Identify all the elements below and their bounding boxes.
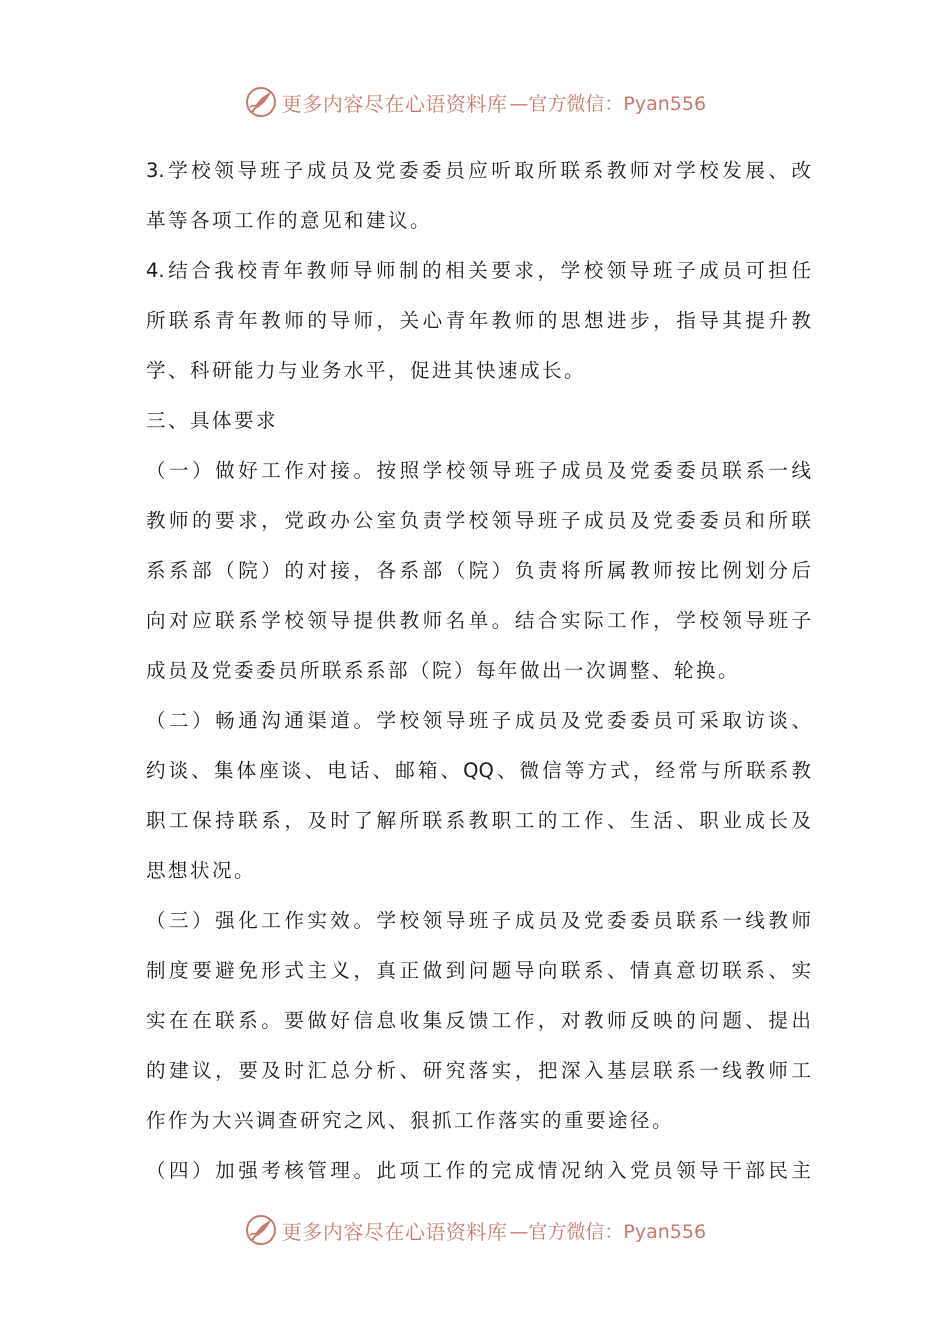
text-line: 制度要避免形式主义，真正做到问题导向联系、情真意切联系、实 [146,959,811,982]
text-line: 所联系青年教师的导师，关心青年教师的思想进步，指导其提升教 [146,309,811,332]
text-line: 学、科研能力与业务水平，促进其快速成长。 [146,359,587,382]
section-heading [146,396,811,446]
paragraph [146,1146,811,1196]
document-body [146,146,811,1196]
watermark-text: 更多内容尽在心语资料库 [281,1219,508,1244]
text-line: 职工保持联系，及时了解所联系教职工的工作、生活、职业成长及 [146,809,811,832]
header-watermark-banner [0,80,950,124]
text-line: 革等各项工作的意见和建议。 [146,209,433,232]
watermark-wechat: —官方微信：Pyan556 [509,1220,707,1243]
watermark-wechat: —官方微信：Pyan556 [509,92,707,115]
footer-watermark-banner [0,1208,950,1252]
quill-logo-icon [244,85,278,119]
text-line: 教师的要求，党政办公室负责学校领导班子成员及党委委员和所联 [146,509,811,532]
text-line: （一）做好工作对接。按照学校领导班子成员及党委委员联系一线 [146,459,811,482]
text-line: （三）强化工作实效。学校领导班子成员及党委委员联系一线教师 [146,909,811,932]
text-line: 向对应联系学校领导提供教师名单。结合实际工作，学校领导班子 [146,609,811,632]
text-line: 系系部（院）的对接，各系部（院）负责将所属教师按比例划分后 [146,559,811,582]
text-line: 3.学校领导班子成员及党委委员应听取所联系教师对学校发展、改 [146,159,811,182]
text-line: 思想状况。 [146,859,257,882]
text-line: 4.结合我校青年教师导师制的相关要求，学校领导班子成员可担任 [146,259,811,282]
text-line: 的建议，要及时汇总分析、研究落实，把深入基层联系一线教师工 [146,1059,811,1082]
text-line: 三、具体要求 [146,409,279,432]
watermark-text: 更多内容尽在心语资料库 [281,91,508,116]
paragraph [146,246,811,396]
paragraph [146,696,811,896]
paragraph [146,446,811,696]
paragraph [146,146,811,246]
text-line: 成员及党委委员所联系系部（院）每年做出一次调整、轮换。 [146,659,741,682]
text-line: 作作为大兴调查研究之风、狠抓工作落实的重要途径。 [146,1109,675,1132]
text-line: 约谈、集体座谈、电话、邮箱、QQ、微信等方式，经常与所联系教 [146,759,811,782]
text-line: （四）加强考核管理。此项工作的完成情况纳入党员领导干部民主 [146,1159,811,1182]
text-line: （二）畅通沟通渠道。学校领导班子成员及党委委员可采取访谈、 [146,709,811,732]
paragraph [146,896,811,1146]
text-line: 实在在联系。要做好信息收集反馈工作，对教师反映的问题、提出 [146,1009,811,1032]
quill-logo-icon [244,1213,278,1247]
